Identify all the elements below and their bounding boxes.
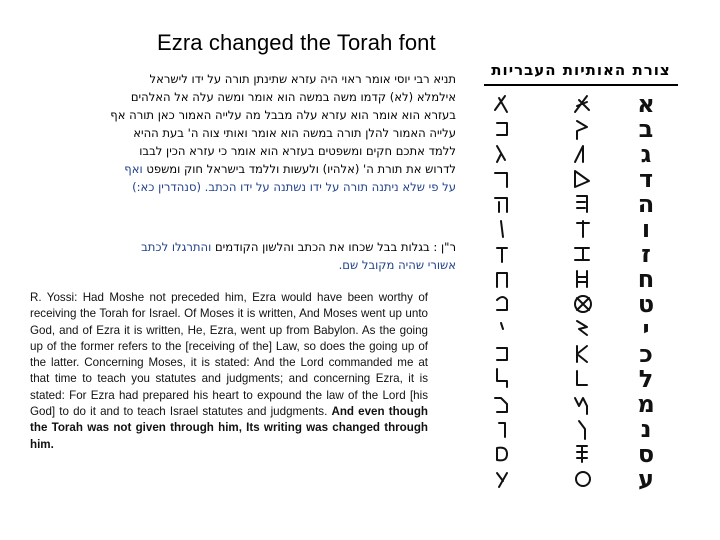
bet-cursive-glyph-icon — [480, 115, 524, 143]
nun-glyph-icon — [560, 415, 604, 443]
vav-glyph-icon — [560, 215, 604, 243]
hebrew-script-chart — [480, 58, 680, 493]
chart-row — [480, 140, 680, 168]
block-letter: י — [642, 315, 650, 343]
dalet-glyph-icon — [560, 165, 604, 193]
mem-glyph-icon — [560, 390, 604, 418]
dalet-cursive-glyph-icon — [480, 165, 524, 193]
english-translation — [30, 290, 428, 453]
hebrew-line: בעזרא הוא אומר הוא עזרא עלה מבבל מה עלייה האמור כאן תורה אף — [110, 108, 456, 122]
vav-cursive-glyph-icon — [480, 215, 524, 243]
hebrew-line — [28, 160, 456, 178]
chart-row — [480, 190, 680, 218]
kaf-glyph-icon — [560, 340, 604, 368]
tet-glyph-icon — [560, 290, 604, 318]
aleph-cursive-glyph-icon — [480, 90, 524, 118]
hebrew-passage-talmud — [28, 70, 456, 196]
chart-row — [480, 365, 680, 393]
gimel-glyph-icon — [560, 140, 604, 168]
hebrew-highlight: ואף — [124, 162, 143, 176]
page-title: Ezra changed the Torah font — [157, 30, 436, 55]
chart-row — [480, 390, 680, 418]
block-letter: ל — [638, 365, 654, 393]
hebrew-line-text: לדרוש את תורת ה' (אלהיו) ולעשות וללמד בישראל חוק ומשפט — [146, 162, 456, 176]
lamed-glyph-icon — [560, 365, 604, 393]
het-glyph-icon — [560, 265, 604, 293]
block-letter: כ — [639, 340, 653, 368]
hebrew-highlight: והתרגלו לכתב — [141, 240, 212, 254]
chart-row — [480, 165, 680, 193]
samekh-glyph-icon — [560, 440, 604, 468]
block-letter: ז — [641, 240, 651, 268]
lamed-cursive-glyph-icon — [480, 365, 524, 393]
hebrew-line-text: ר"ן : בגלות בבל שכחו את הכתב והלשון הקודמים — [214, 240, 456, 254]
english-text: R. Yossi: Had Moshe not preceded him, Ezra would have been worthy of receiving the Torah for Israel. Of Moses it is written, And Moses went up unto God, and of Ezra it is written, He, Ezra, went up from Babylon. As the going up of the former refers to the [receiving of the] Law, so does the going up of the latter. Concerning Moses, it is stated: And the Lord commanded me at that time to teach you statutes and judgments; and concerning Ezra, it is stated: For Ezra had prepared his heart to expound the law of the Lord [his God] to do it and to teach Israel statutes and judgments. — [30, 291, 428, 419]
ayin-glyph-icon — [560, 465, 604, 493]
chart-header: צורת האותיות העבריות — [491, 61, 671, 79]
hebrew-line: עלייה האמור להלן תורה במשה הוא אומר ואותי צוה ה' בעת ההיא — [133, 126, 456, 140]
block-letter: א — [637, 90, 655, 118]
aleph-glyph-icon — [560, 90, 604, 118]
hebrew-line-highlight: על פי שלא ניתנה תורה על ידו נשתנה על ידו הכתב. (סנהדרין כא:) — [132, 180, 456, 194]
gimel-cursive-glyph-icon — [480, 140, 524, 168]
chart-row — [480, 90, 680, 118]
chart-row — [480, 215, 680, 243]
chart-row — [480, 240, 680, 268]
block-letter: ט — [637, 290, 655, 318]
chart-row — [480, 265, 680, 293]
hebrew-line — [28, 238, 456, 256]
chart-header-rule — [484, 84, 678, 86]
bet-glyph-icon — [560, 115, 604, 143]
chart-row — [480, 315, 680, 343]
block-letter: ג — [640, 140, 652, 168]
hebrew-line: אילמלא (לא) קדמו משה במשה הוא אומר ומשה עלה אל האלהים — [130, 90, 456, 104]
hebrew-line: תניא רבי יוסי אומר ראוי היה עזרא שתינתן תורה על ידו לישראל — [149, 72, 456, 86]
hebrew-line: ללמד אתכם חקים ומשפטים בעזרא הוא אומר כי עזרא הכין לבבו — [139, 144, 456, 158]
ayin-cursive-glyph-icon — [480, 465, 524, 493]
block-letter: ח — [637, 265, 655, 293]
mem-cursive-glyph-icon — [480, 390, 524, 418]
block-letter: ד — [638, 165, 654, 193]
chart-row — [480, 440, 680, 468]
block-letter: ה — [637, 190, 655, 218]
chart-row — [480, 115, 680, 143]
he-glyph-icon — [560, 190, 604, 218]
hebrew-passage-ran — [28, 238, 456, 274]
he-cursive-glyph-icon — [480, 190, 524, 218]
hebrew-line-highlight: אשורי שהיה מקובל שם. — [338, 258, 456, 272]
kaf-cursive-glyph-icon — [480, 340, 524, 368]
block-letter: ב — [638, 115, 654, 143]
het-cursive-glyph-icon — [480, 265, 524, 293]
block-letter: ע — [638, 465, 654, 493]
yod-glyph-icon — [560, 315, 604, 343]
zayin-glyph-icon — [560, 240, 604, 268]
chart-row — [480, 290, 680, 318]
block-letter: נ — [640, 415, 652, 443]
block-letter: ו — [641, 215, 651, 243]
nun-cursive-glyph-icon — [480, 415, 524, 443]
zayin-cursive-glyph-icon — [480, 240, 524, 268]
tet-cursive-glyph-icon — [480, 290, 524, 318]
samekh-cursive-glyph-icon — [480, 440, 524, 468]
chart-row — [480, 340, 680, 368]
block-letter: ס — [637, 440, 655, 468]
english-text-bold: And even though the Torah was not given through him, Its writing was changed through him. — [30, 405, 428, 451]
block-letter: מ — [637, 390, 655, 418]
chart-row — [480, 415, 680, 443]
chart-row — [480, 465, 680, 493]
yod-cursive-glyph-icon — [480, 315, 524, 343]
